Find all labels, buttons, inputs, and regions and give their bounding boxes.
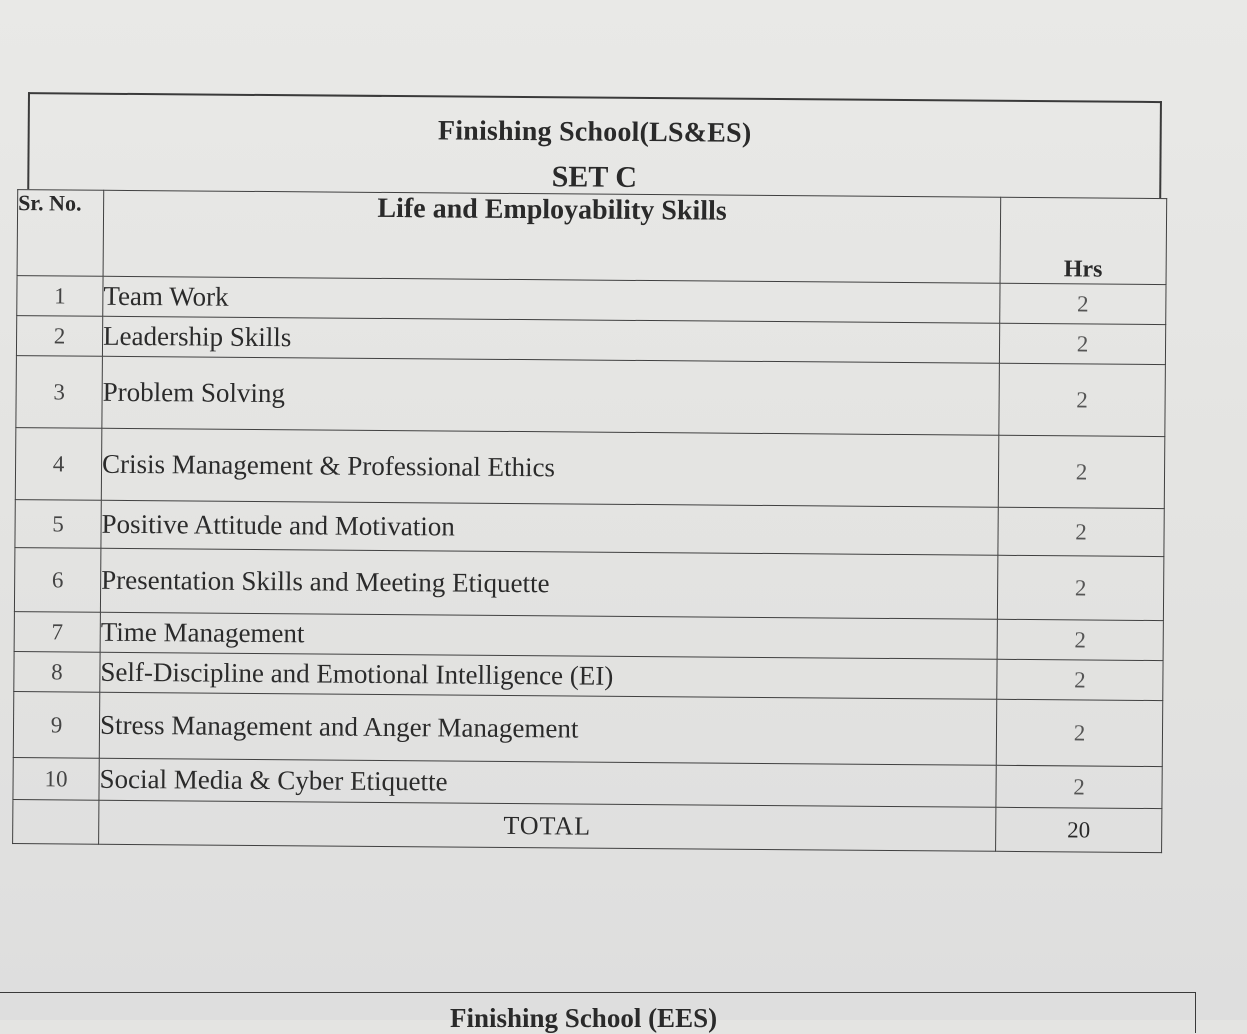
- row-hrs: 2: [997, 659, 1163, 700]
- table-row: [14, 548, 1163, 621]
- skills-table-body: [13, 276, 1166, 809]
- row-skill: Leadership Skills: [102, 316, 999, 363]
- row-skill: Social Media & Cyber Etiquette: [99, 758, 996, 807]
- header-skill: Life and Employability Skills: [103, 190, 1001, 283]
- row-skill: Positive Attitude and Motivation: [101, 500, 998, 555]
- row-skill: Problem Solving: [102, 356, 1000, 435]
- row-sr-no: 4: [15, 428, 102, 501]
- row-sr-no: 3: [16, 356, 103, 429]
- row-skill: Time Management: [100, 612, 997, 659]
- row-sr-no: 8: [14, 652, 100, 693]
- row-hrs: 2: [996, 699, 1163, 766]
- table-row: [13, 692, 1162, 767]
- row-skill: Crisis Management & Professional Ethics: [101, 428, 999, 507]
- row-hrs: 2: [1000, 283, 1166, 324]
- row-hrs: 2: [997, 555, 1163, 620]
- total-row: [13, 800, 1162, 853]
- row-sr-no: 7: [14, 612, 100, 653]
- row-sr-no: 2: [16, 316, 102, 357]
- total-row-sr-blank: [13, 800, 99, 845]
- table-row: [16, 356, 1166, 437]
- row-hrs: 2: [998, 435, 1165, 508]
- row-sr-no: 9: [13, 692, 100, 759]
- row-hrs: 2: [996, 765, 1162, 808]
- row-hrs: 2: [997, 619, 1163, 660]
- row-hrs: 2: [999, 363, 1166, 436]
- row-skill: Presentation Skills and Meeting Etiquette: [100, 548, 997, 619]
- row-sr-no: 10: [13, 758, 99, 801]
- title-box: [27, 92, 1162, 198]
- next-section-title: Finishing School (EES): [450, 1003, 718, 1033]
- row-hrs: 2: [999, 323, 1165, 364]
- row-sr-no: 6: [14, 548, 101, 613]
- row-sr-no: 5: [15, 500, 101, 549]
- row-skill: Stress Management and Anger Management: [99, 692, 996, 765]
- total-value: 20: [996, 807, 1162, 852]
- table-header-row: [17, 190, 1167, 285]
- table-row: [15, 428, 1165, 509]
- document-title: Finishing School(LS&ES): [437, 115, 752, 149]
- total-label: TOTAL: [99, 800, 996, 851]
- set-label: SET C: [551, 160, 638, 194]
- row-skill: Self-Discipline and Emotional Intelligence (EI): [100, 652, 997, 699]
- syllabus-table-section: [2, 92, 1186, 853]
- row-skill: Team Work: [103, 276, 1000, 323]
- skills-table: [12, 189, 1167, 853]
- row-sr-no: 1: [17, 276, 103, 317]
- header-hrs: Hrs: [1000, 197, 1167, 284]
- header-sr-no: Sr. No.: [17, 190, 104, 277]
- row-hrs: 2: [998, 507, 1164, 556]
